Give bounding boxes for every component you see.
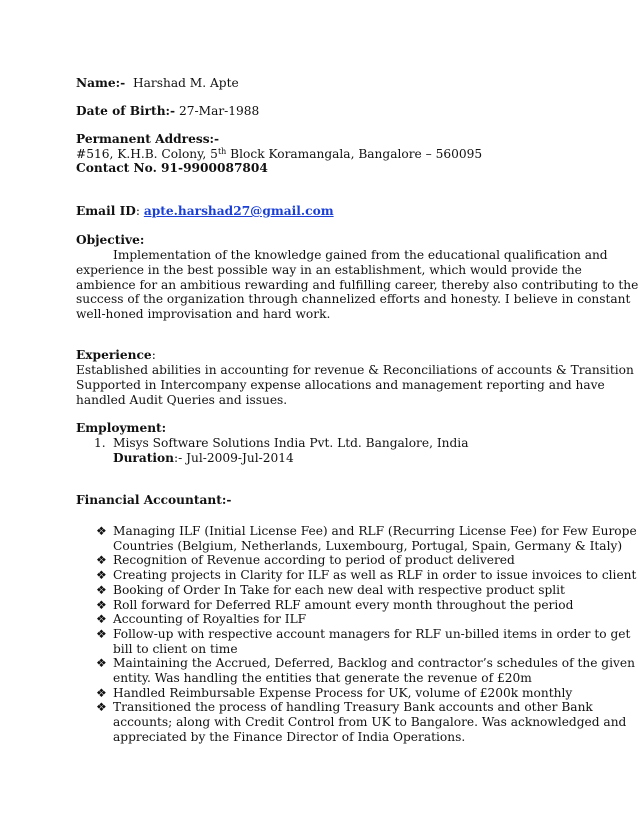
experience-heading: Experience xyxy=(76,348,152,362)
diamond-bullet-icon: ❖ xyxy=(96,612,107,626)
name-value: Harshad M. Apte xyxy=(133,76,239,90)
email-link[interactable]: apte.harshad27@gmail.com xyxy=(143,204,334,218)
name-label: Name:- xyxy=(76,76,126,90)
duration-label: Duration xyxy=(113,451,174,465)
list-item-continuation: appreciated by the Finance Director of India Operations. xyxy=(113,730,466,744)
experience-colon: : xyxy=(151,348,156,362)
objective-heading: Objective: xyxy=(76,233,145,247)
objective-line: experience in the best possible way in an establishment, which would provide the xyxy=(76,263,582,277)
list-item-continuation: accounts; along with Credit Control from UK to Bangalore. Was acknowledged and xyxy=(113,715,627,729)
experience-line: handled Audit Queries and issues. xyxy=(76,393,288,407)
address-line-start: #516, K.H.B. Colony, 5 xyxy=(76,147,218,161)
email-row xyxy=(76,204,334,218)
diamond-bullet-icon: ❖ xyxy=(96,568,107,582)
diamond-bullet-icon: ❖ xyxy=(96,553,107,567)
experience-line: Established abilities in accounting for revenue & Reconciliations of accounts & Transition xyxy=(76,363,634,377)
list-item-continuation: bill to client on time xyxy=(113,642,238,656)
name-row xyxy=(76,76,239,90)
objective-line: ambience for an ambitious rewarding and fulfilling career, thereby also contributing to the xyxy=(76,278,638,292)
dob-row xyxy=(76,104,259,118)
experience-heading-row xyxy=(76,348,156,362)
email-label: Email ID xyxy=(76,204,136,218)
objective-line: Implementation of the knowledge gained from the educational qualification and xyxy=(113,248,608,262)
employment-company: Misys Software Solutions India Pvt. Ltd. Bangalore, India xyxy=(113,436,469,450)
diamond-bullet-icon: ❖ xyxy=(96,524,107,538)
contact-number: Contact No. 91-9900087804 xyxy=(76,161,268,175)
diamond-bullet-icon: ❖ xyxy=(96,700,107,714)
list-item: Recognition of Revenue according to period of product delivered xyxy=(113,553,515,567)
employment-heading: Employment: xyxy=(76,421,167,435)
list-item: Roll forward for Deferred RLF amount every month throughout the period xyxy=(113,598,574,612)
role-heading: Financial Accountant:- xyxy=(76,493,232,507)
diamond-bullet-icon: ❖ xyxy=(96,583,107,597)
experience-line: Supported in Intercompany expense allocations and management reporting and have xyxy=(76,378,605,392)
diamond-bullet-icon: ❖ xyxy=(96,686,107,700)
list-item: Maintaining the Accrued, Deferred, Backlog and contractor’s schedules of the given xyxy=(113,656,635,670)
list-item: Handled Reimbursable Expense Process for UK, volume of £200k monthly xyxy=(113,686,573,700)
address-line xyxy=(76,147,482,161)
list-item-continuation: Countries (Belgium, Netherlands, Luxembourg, Portugal, Spain, Germany & Italy) xyxy=(113,539,623,553)
dob-label: Date of Birth:- xyxy=(76,104,176,118)
list-item-continuation: entity. Was handling the entities that generate the revenue of £20m xyxy=(113,671,532,685)
objective-line: success of the organization through channelized efforts and honesty. I believe in constant xyxy=(76,292,631,306)
objective-line: well-honed improvisation and hard work. xyxy=(76,307,331,321)
employment-duration xyxy=(113,451,294,465)
address-line-end: Block Koramangala, Bangalore – 560095 xyxy=(226,147,483,161)
diamond-bullet-icon: ❖ xyxy=(96,598,107,612)
diamond-bullet-icon: ❖ xyxy=(96,656,107,670)
list-item: Creating projects in Clarity for ILF as well as RLF in order to issue invoices to client xyxy=(113,568,637,582)
employment-number: 1. xyxy=(94,436,106,450)
email-separator: : xyxy=(135,204,144,218)
list-item: Follow-up with respective account managers for RLF un-billed items in order to get xyxy=(113,627,631,641)
diamond-bullet-icon: ❖ xyxy=(96,627,107,641)
list-item: Booking of Order In Take for each new deal with respective product split xyxy=(113,583,565,597)
address-superscript: th xyxy=(217,147,227,156)
address-label: Permanent Address:- xyxy=(76,132,220,146)
list-item: Transitioned the process of handling Treasury Bank accounts and other Bank xyxy=(113,700,593,714)
duration-value: :- Jul-2009-Jul-2014 xyxy=(174,451,294,465)
list-item: Managing ILF (Initial License Fee) and RLF (Recurring License Fee) for Few Europe xyxy=(113,524,637,538)
list-item: Accounting of Royalties for ILF xyxy=(113,612,307,626)
dob-value: 27-Mar-1988 xyxy=(178,104,260,118)
